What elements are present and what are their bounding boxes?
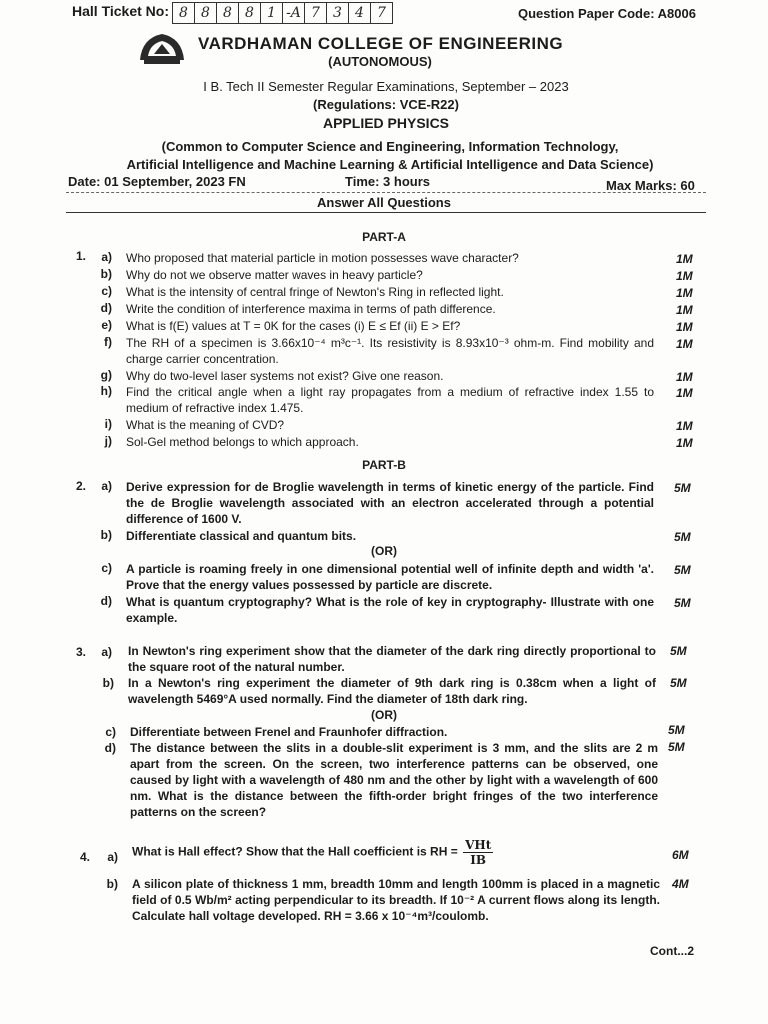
autonomous-label: (AUTONOMOUS) (328, 54, 432, 69)
marks: 1M (676, 419, 693, 433)
subject-title: APPLIED PHYSICS (322, 115, 450, 131)
marks: 1M (676, 303, 693, 317)
exam-title: I B. Tech II Semester Regular Examinations, September – 2023 (203, 79, 569, 94)
hall-ticket-digit: 8 (238, 2, 260, 24)
hall-ticket-digit: 1 (260, 2, 282, 24)
regulations: (Regulations: VCE-R22) (313, 97, 459, 112)
item-label: d) (100, 301, 112, 315)
marks: 6M (672, 848, 689, 862)
question-text: Differentiate between Frenel and Fraunhofer diffraction. (130, 725, 448, 739)
question-text: In a Newton's ring experiment the diameter of 9th dark ring is 0.38cm when a light of wavelength 5469°A used normally. Find the diameter of 18th dark ring. (128, 676, 656, 706)
divider (66, 192, 706, 193)
question-text: Why do not we observe matter waves in heavy particle? (126, 268, 423, 282)
exam-date: Date: 01 September, 2023 FN (68, 174, 246, 189)
marks: 5M (674, 563, 691, 577)
question-text: A silicon plate of thickness 1 mm, breadth 10mm and length 100mm is placed in a magnetic field of 0.5 Wb/m² acting perpendicular to its breadth. If 10⁻² A current flows along its length. Calculate hall voltage developed. RH = 3.66 x 10⁻⁴m³/coulomb. (132, 877, 660, 923)
hall-ticket-digit: -A (282, 2, 304, 24)
fraction-denominator: IB (470, 853, 487, 867)
item-label: b) (106, 877, 118, 891)
question-number: 4. (80, 850, 91, 864)
question-text: Differentiate classical and quantum bits. (126, 529, 357, 543)
question-text: Who proposed that material particle in motion possesses wave character? (126, 251, 519, 265)
part-a-title: PART-A (362, 230, 406, 244)
marks: 5M (674, 481, 691, 495)
item-label: i) (104, 417, 112, 431)
college-name: VARDHAMAN COLLEGE OF ENGINEERING (198, 34, 564, 53)
item-label: a) (101, 645, 112, 659)
question-number: 1. (76, 249, 87, 263)
question-text: Why do two-level laser systems not exist? Give one reason. (126, 369, 444, 383)
marks: 1M (676, 337, 693, 351)
item-label: a) (107, 850, 118, 864)
hall-ticket-digit: 7 (304, 2, 326, 24)
question-text: Write the condition of interference maxima in terms of path difference. (126, 302, 496, 316)
marks: 1M (676, 386, 693, 400)
marks: 5M (668, 740, 685, 754)
marks: 4M (672, 877, 689, 891)
marks: 1M (676, 436, 693, 450)
item-label: a) (101, 479, 112, 493)
question-text: Find the critical angle when a light ray propagates from a medium of refractive index 1.55 to medium of refractive index 1.475. (126, 385, 654, 415)
marks: 1M (676, 286, 693, 300)
question-number: 3. (76, 645, 87, 659)
question-paper-code: Question Paper Code: A8006 (518, 6, 696, 21)
question-text: What is the meaning of CVD? (126, 418, 285, 432)
item-label: c) (101, 284, 112, 298)
continued-label: Cont...2 (650, 944, 694, 958)
answer-all-label: Answer All Questions (317, 195, 451, 210)
question-text: What is f(E) values at T = 0K for the cases (i) E ≤ Ef (ii) E > Ef? (126, 319, 461, 333)
exam-time: Time: 3 hours (345, 174, 431, 189)
item-label: b) (100, 528, 112, 542)
marks: 5M (668, 723, 685, 737)
question-text: What is the intensity of central fringe of Newton's Ring in reflected light. (126, 285, 504, 299)
question-text (132, 838, 493, 867)
hall-ticket-label: Hall Ticket No: (72, 3, 169, 19)
item-label: e) (101, 318, 112, 332)
marks: 5M (674, 530, 691, 544)
hall-ticket-digit: 8 (194, 2, 216, 24)
or-separator: (OR) (371, 708, 397, 722)
item-label: b) (102, 676, 114, 690)
item-label: c) (101, 561, 112, 575)
question-text: The RH of a specimen is 3.66x10⁻⁴ m³c⁻¹. Its resistivity is 8.93x10⁻³ ohm-m. Find mobility and charge carrier concentration. (126, 336, 654, 366)
hall-ticket-digit: 7 (370, 2, 393, 24)
hall-ticket-boxes (172, 2, 393, 24)
hall-coefficient-fraction (463, 838, 493, 867)
divider (66, 212, 706, 213)
question-text: The distance between the slits in a double-slit experiment is 3 mm, and the slits are 2 m apart from the screen. On the screen, two interference patterns can be observed, one caused by light with a wavelength of 480 nm and the other by light with a wavelength of 600 nm. What is the distance between the fifth-order bright fringes of the two interference patterns on the screen? (130, 741, 658, 819)
or-separator: (OR) (371, 544, 397, 558)
hall-ticket-digit: 3 (326, 2, 348, 24)
item-label: d) (104, 741, 116, 755)
hall-ticket-digit: 8 (216, 2, 238, 24)
question-text: A particle is roaming freely in one dimensional potential well of infinite depth and width 'a'. Prove that the energy values possessed by particle are discrete. (126, 562, 654, 592)
marks: 1M (676, 252, 693, 266)
fraction-numerator: VHt (465, 838, 492, 852)
item-label: c) (105, 725, 116, 739)
marks: 1M (676, 320, 693, 334)
hall-ticket-digit: 8 (172, 2, 194, 24)
marks: 5M (670, 676, 687, 690)
item-label: b) (100, 267, 112, 281)
common-to-line-2: Artificial Intelligence and Machine Learning & Artificial Intelligence and Data Science) (126, 157, 654, 172)
item-label: j) (104, 434, 112, 448)
item-label: d) (100, 594, 112, 608)
marks: 1M (676, 269, 693, 283)
question-text: In Newton's ring experiment show that the diameter of the dark ring directly proportional to the square root of the natural number. (128, 644, 656, 674)
item-label: g) (100, 368, 112, 382)
marks: 5M (674, 596, 691, 610)
question-text: Sol-Gel method belongs to which approach. (126, 435, 359, 449)
part-b-title: PART-B (362, 458, 406, 472)
item-label: f) (104, 335, 112, 349)
max-marks: Max Marks: 60 (606, 178, 695, 193)
question-text: Derive expression for de Broglie wavelength in terms of kinetic energy of the particle. Find the de Broglie wavelength associated with an electron accelerated through a potential difference of 1600 V. (126, 480, 654, 526)
item-label: a) (101, 250, 112, 264)
item-label: h) (100, 384, 112, 398)
marks: 5M (670, 644, 687, 658)
question-number: 2. (76, 479, 87, 493)
common-to-line-1: (Common to Computer Science and Engineering, Information Technology, (161, 139, 619, 154)
hall-ticket-digit: 4 (348, 2, 370, 24)
hall-question-text: What is Hall effect? Show that the Hall coefficient is RH = (132, 844, 458, 859)
marks: 1M (676, 370, 693, 384)
question-text: What is quantum cryptography? What is the role of key in cryptography- Illustrate with one example. (126, 595, 654, 625)
